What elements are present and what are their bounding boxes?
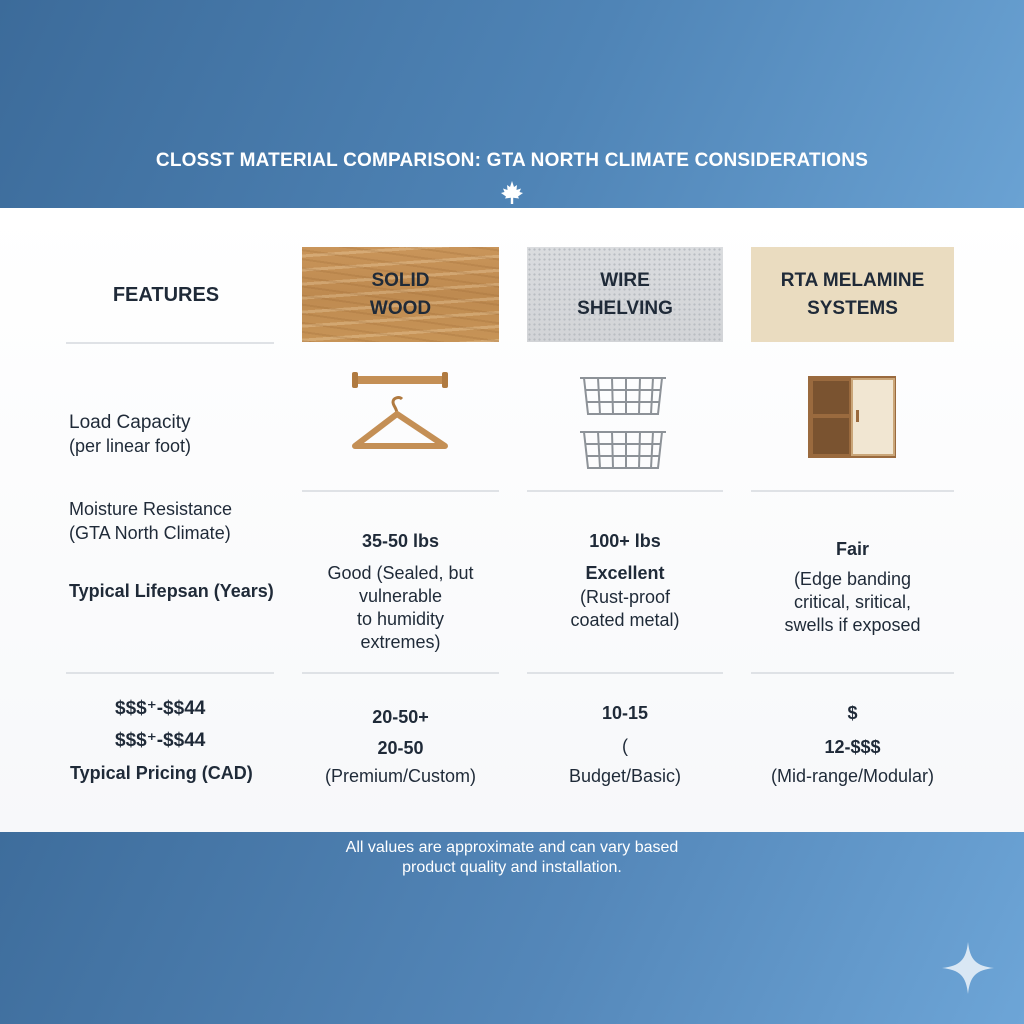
divider [302,490,499,492]
melamine-cabinet-icon [806,374,898,460]
divider [751,672,954,674]
header-banner [0,0,1024,208]
divider [751,490,954,492]
features-column-header: FEATURES [112,284,220,306]
pricing-line-1: $$$⁺-$$44 [115,698,206,719]
wire-load: 100+ lbs [589,531,661,551]
divider [527,490,723,492]
moisture-resistance-label: Moisture Resistance (GTA North Climate) [69,499,233,543]
lifespan-label: Typical Lifepsan (Years) [69,581,274,601]
pricing-line-2: $$$⁺-$$44 [115,730,206,751]
melamine-lifespan: $ [847,703,858,723]
wire-moisture-rating: Excellent [585,563,665,583]
wire-moisture-note: (Rust-proof coated metal) [570,587,680,630]
solid-wood-pricing: 20-50 [377,738,424,758]
hanger-rod-icon [345,368,455,458]
divider [66,672,274,674]
solid-wood-lifespan: 20-50+ [372,707,429,727]
wire-pricing: ( [622,736,628,756]
rta-melamine-column-header: RTA MELAMINE SYSTEMS [751,247,954,342]
page-title: CLOSST MATERIAL COMPARISON: GTA NORTH CLIMATE CONSIDERATIONS [155,150,869,171]
melamine-moisture-rating: Fair [835,539,869,559]
pricing-label: Typical Pricing (CAD) [70,763,253,783]
wire-lifespan: 10-15 [601,703,649,723]
sparkle-icon [940,940,996,996]
footnote: All values are approximate and can vary based product quality and installation. [345,839,679,876]
load-capacity-label: Load Capacity [69,412,191,433]
solid-wood-column-header: SOLID WOOD [302,247,499,342]
solid-wood-pricing-note: (Premium/Custom) [324,766,476,786]
load-capacity-sublabel: (per linear foot) [69,436,192,456]
divider [527,672,723,674]
melamine-moisture-note: (Edge banding critical, sritical, swells if exposed [784,569,921,635]
solid-wood-moisture: Good (Sealed, but vulnerable to humidity extremes) [327,563,474,652]
wire-shelving-column-header: WIRE SHELVING [527,247,723,342]
solid-wood-load: 35-50 lbs [361,531,440,551]
wire-pricing-note: Budget/Basic) [568,766,682,786]
divider [66,342,274,344]
divider [302,672,499,674]
melamine-pricing-note: (Mid-range/Modular) [770,766,935,786]
maple-leaf-icon [498,179,526,207]
melamine-pricing: 12-$$$ [824,737,881,757]
wire-basket-icon [578,370,668,470]
